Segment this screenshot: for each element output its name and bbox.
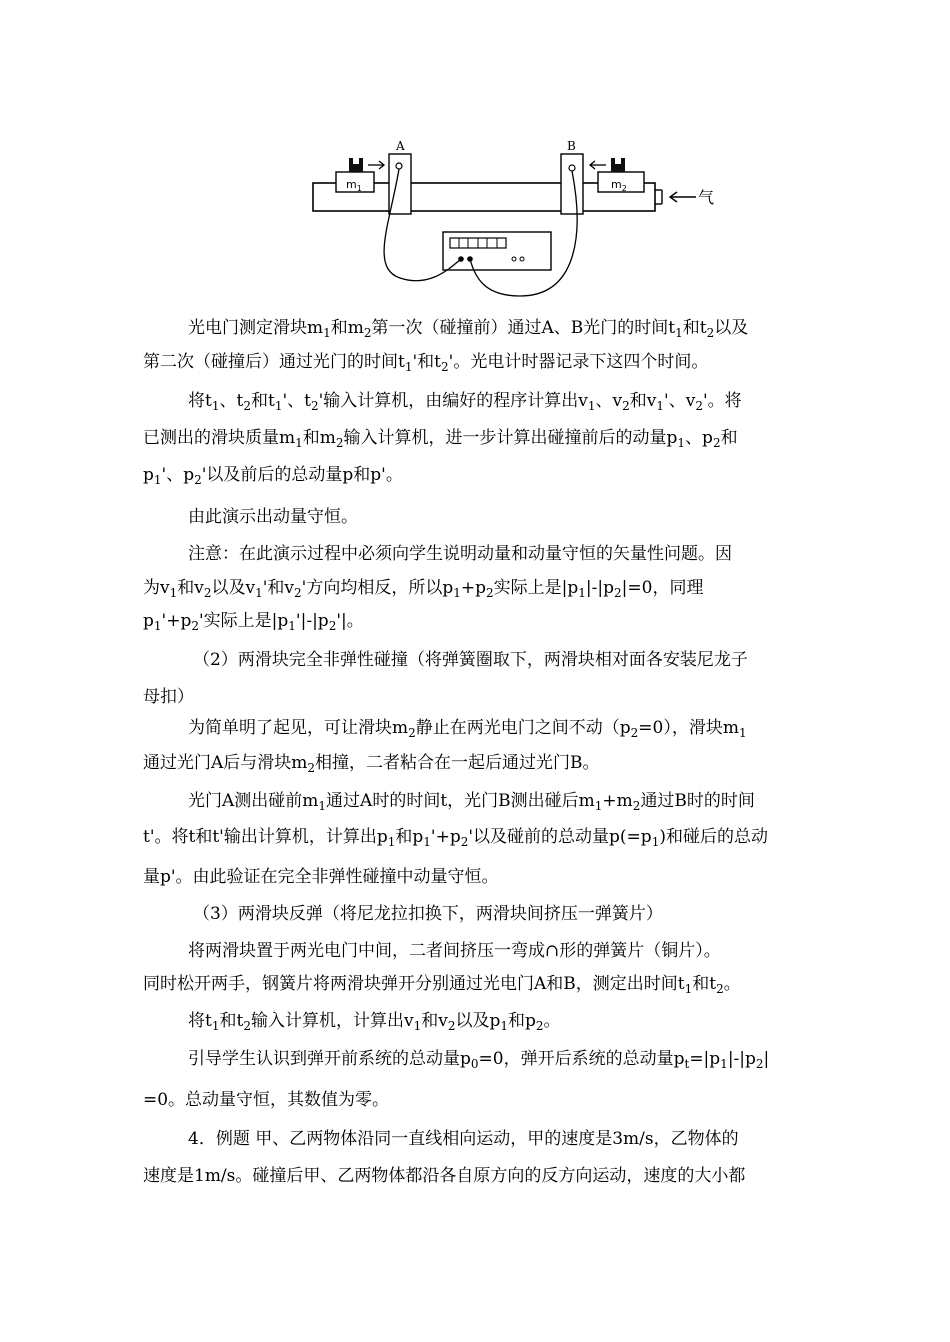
paragraph: 为简单明了起见，可让滑块$m_2$静止在两光电门之间不动$(p_2=0)$，滑块$m_1$ bbox=[188, 718, 747, 740]
slider-m2-label: $m_2$ bbox=[611, 178, 627, 193]
paragraph: 同时松开两手，钢簧片将两滑块弹开分别通过光电门A和B，测定出时间$t_1$和$t_2$。 bbox=[143, 974, 741, 996]
paragraph: 将$t_1$、$t_2$和$t_1'$、$t_2'$输入计算机，由编好的程序计算出$v_1$、$v_2$和$v_1'$、$v_2'$。将 bbox=[188, 391, 742, 413]
paragraph: $p_1'+p_2'$实际上是$|p_1'|-|p_2'|$。 bbox=[143, 611, 364, 633]
paragraph: 第二次（碰撞后）通过光门的时间$t_1'$和$t_2'$。光电计时器记录下这四个时间。 bbox=[143, 352, 709, 374]
paragraph: 4．例题 甲、乙两物体沿同一直线相向运动，甲的速度是3m/s，乙物体的 bbox=[188, 1129, 739, 1149]
paragraph: 光电门测定滑块$m_1$和$m_2$第一次（碰撞前）通过A、B光门的时间$t_1$和$t_2$以及 bbox=[188, 318, 749, 340]
paragraph: 注意：在此演示过程中必须向学生说明动量和动量守恒的矢量性问题。因 bbox=[188, 544, 732, 564]
paragraph: 为$v_1$和$v_2$以及$v_1'$和$v_2'$方向均相反，所以$p_1+p_2$实际上是$|p_1|-|p_2|=0$，同理 bbox=[143, 578, 704, 600]
paragraph: 母扣） bbox=[143, 687, 194, 707]
paragraph: 将$t_1$和$t_2$输入计算机，计算出$v_1$和$v_2$以及$p_1$和$p_2$。 bbox=[188, 1011, 561, 1033]
paragraph: 由此演示出动量守恒。 bbox=[188, 507, 358, 527]
photogate-b-label: B bbox=[567, 139, 576, 153]
paragraph: $p_1'$、$p_2'$以及前后的总动量p和p'。 bbox=[143, 465, 403, 487]
paragraph: 量p'。由此验证在完全非弹性碰撞中动量守恒。 bbox=[143, 867, 499, 887]
paragraph: 引导学生认识到弹开前系统的总动量$p_0=0$，弹开后系统的总动量$p_t=|p_1|-|p_2|$ bbox=[188, 1049, 770, 1071]
paragraph: 光门A测出碰前$m_1$通过A时的时间t，光门B测出碰后$m_1+m_2$通过B时的时间 bbox=[188, 791, 755, 813]
paragraph: t'。将t和t'输出计算机，计算出$p_1$和$p_1'+p_2'$以及碰前的总动量$p(=p_1)$和碰后的总动 bbox=[143, 827, 768, 849]
air-track-svg bbox=[300, 128, 730, 303]
slider-m1-label: $m_1$ bbox=[346, 178, 362, 193]
paragraph: （2）两滑块完全非弹性碰撞（将弹簧圈取下，两滑块相对面各安装尼龙子 bbox=[193, 650, 748, 670]
paragraph: 通过光门A后与滑块$m_2$相撞，二者粘合在一起后通过光门B。 bbox=[143, 753, 600, 775]
photogate-a-label: A bbox=[396, 139, 405, 153]
paragraph: 将两滑块置于两光电门中间，二者间挤压一弯成∩形的弹簧片（铜片）。 bbox=[188, 941, 721, 961]
paragraph: 已测出的滑块质量$m_1$和$m_2$输入计算机，进一步计算出碰撞前后的动量$p_1$、$p_2$和 bbox=[143, 428, 738, 450]
gas-label: 气 bbox=[698, 188, 715, 207]
air-track-diagram bbox=[300, 128, 730, 303]
paragraph: =0。总动量守恒，其数值为零。 bbox=[143, 1090, 390, 1110]
photogate-b bbox=[561, 154, 583, 214]
paragraph: 速度是1m/s。碰撞后甲、乙两物体都沿各自原方向的反方向运动，速度的大小都 bbox=[143, 1166, 746, 1186]
paragraph: （3）两滑块反弹（将尼龙拉扣换下，两滑块间挤压一弹簧片） bbox=[193, 904, 663, 924]
